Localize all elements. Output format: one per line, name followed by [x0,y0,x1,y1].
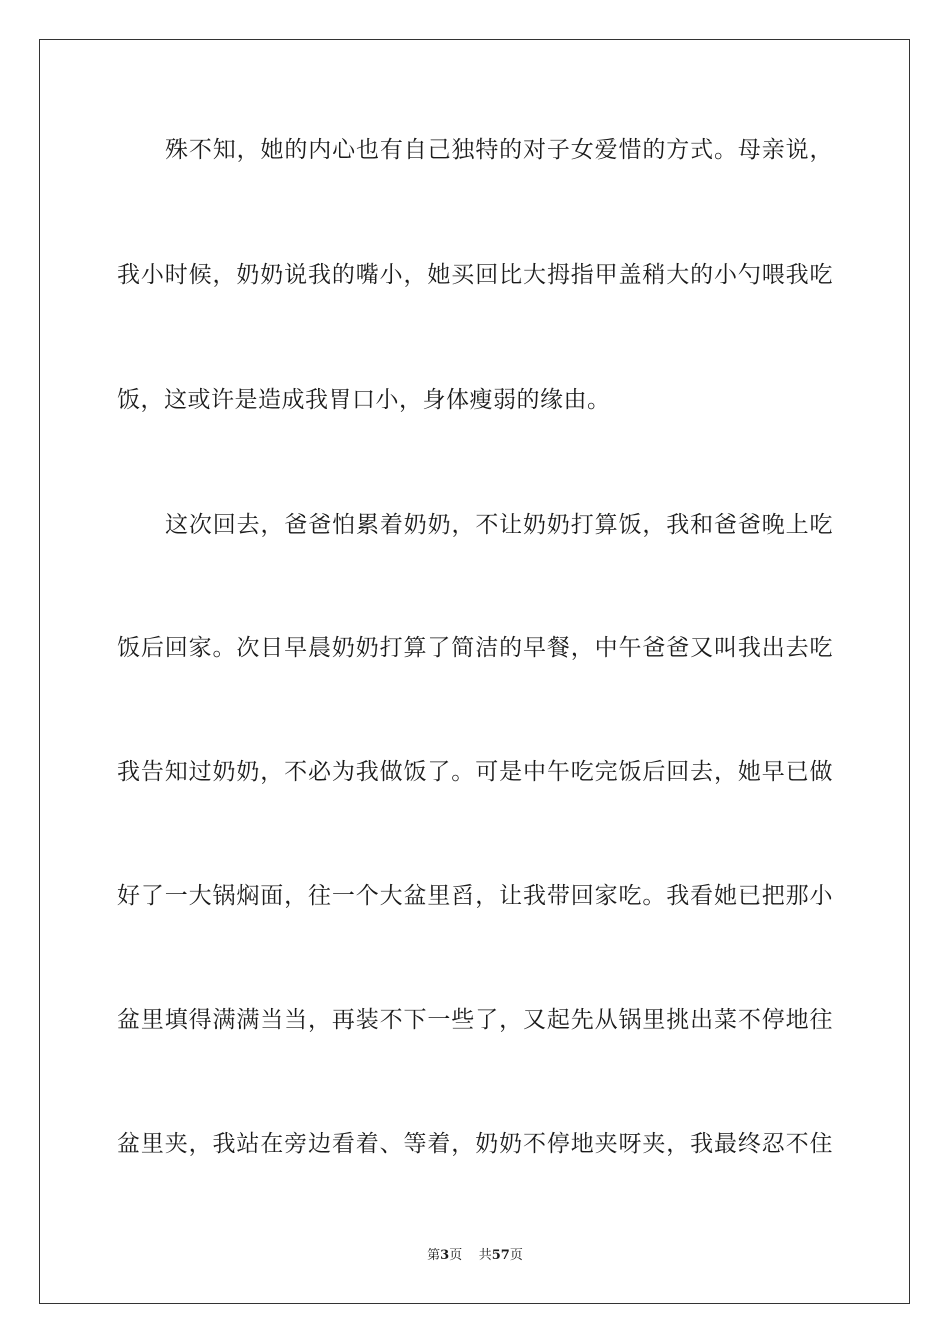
text-line-7: 好了一大锅焖面，往一个大盆里舀，让我带回家吃。我看她已把那小 [117,883,833,909]
text-line-3: 饭，这或许是造成我胃口小，身体瘦弱的缘由。 [117,387,611,413]
total-suffix: 页 [509,1248,523,1263]
total-prefix: 共 [478,1248,492,1263]
page-prefix: 第 [427,1248,441,1263]
text-line-6: 我告知过奶奶，不必为我做饭了。可是中午吃完饭后回去，她早已做 [117,759,833,785]
text-line-2: 我小时候，奶奶说我的嘴小，她买回比大拇指甲盖稍大的小勺喂我吃 [117,262,833,288]
text-line-4: 这次回去，爸爸怕累着奶奶，不让奶奶打算饭，我和爸爸晚上吃 [165,512,833,538]
total-pages: 57 [491,1248,510,1263]
page-frame [39,39,910,1304]
text-line-5: 饭后回家。次日早晨奶奶打算了简洁的早餐，中午爸爸又叫我出去吃 [117,635,833,661]
page-footer [0,1247,950,1265]
text-line-8: 盆里填得满满当当，再装不下一些了，又起先从锅里挑出菜不停地往 [117,1007,833,1033]
page-suffix: 页 [449,1248,463,1263]
text-line-1: 殊不知，她的内心也有自己独特的对子女爱惜的方式。母亲说， [165,137,833,163]
text-line-9: 盆里夹，我站在旁边看着、等着，奶奶不停地夹呀夹，我最终忍不住 [117,1131,833,1157]
page-number: 3 [440,1248,450,1263]
